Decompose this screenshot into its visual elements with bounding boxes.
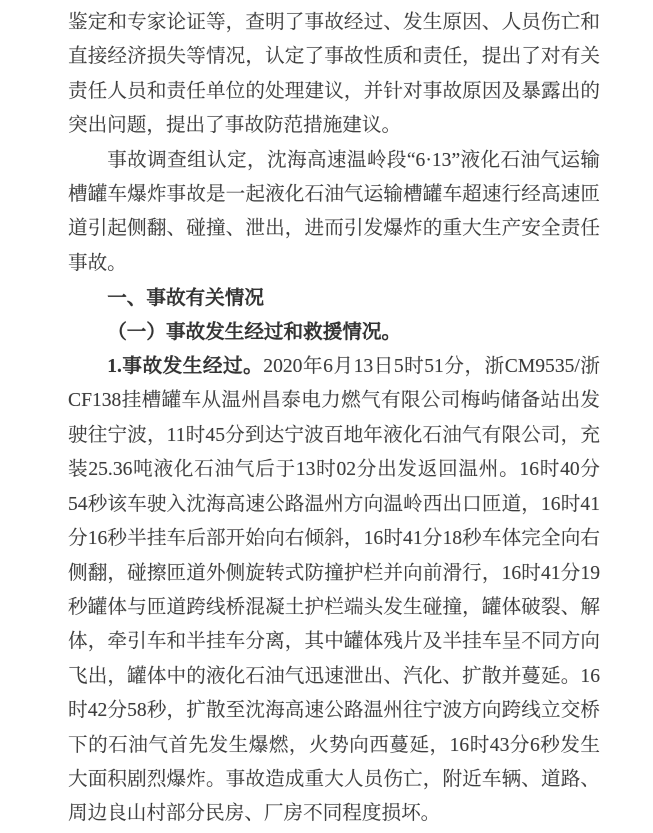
paragraph-investigation-finding: 事故调查组认定，沈海高速温岭段“6·13”液化石油气运输槽罐车爆炸事故是一起液化石油气运输槽罐车超速行经高速匝道引起侧翻、碰撞、泄出，进而引发爆炸的重大生产安全责任事故。 — [68, 149, 600, 274]
paragraph-course-body-text: 2020年6月13日5时51分，浙CM9535/浙CF138挂槽罐车从温州昌泰电力燃气有限公司梅屿储备站出发驶往宁波，11时45分到达宁波百地年液化石油气有限公司，充装25.36吨液化石油气后于13时02分出发返回温州。16时40分54秒该车驶入沈海高速公路温州方向温岭西出口匝道，16时41分16秒半挂车后部开始向右倾斜，16时41分18秒车体完全向右侧翻，碰擦匝道外侧旋转式防撞护栏并向前滑行，16时41分19秒罐体与匝道跨线桥混凝土护栏端头发生碰撞，罐体破裂、解体，牵引车和半挂车分离，其中罐体残片及半挂车呈不同方向飞出，罐体中的液化石油气迅速泄出、汽化、扩散并蔓延。16时42分58秒，扩散至沈海高速公路温州往宁波方向跨线立交桥下的石油气首先发生爆燃，火势向西蔓延，16时43分6秒发生大面积剧烈爆炸。事故造成重大人员伤亡，附近车辆、道路、周边良山村部分民房、厂房不同程度损坏。 — [68, 356, 600, 825]
paragraph-course-lead-label: 1.事故发生经过。 — [107, 356, 264, 378]
subsection-heading-course-and-rescue: （一）事故发生经过和救援情况。 — [107, 321, 402, 343]
section-heading-accident-overview: 一、事故有关情况 — [107, 287, 264, 310]
paragraph-accident-course — [68, 350, 600, 832]
paragraph-continuation: 鉴定和专家论证等，查明了事故经过、发生原因、人员伤亡和直接经济损失等情况，认定了事故性质和责任，提出了对有关责任人员和责任单位的处理建议，并针对事故原因及暴露出的突出问题，提出了事故防范措施建议。 — [68, 12, 600, 137]
